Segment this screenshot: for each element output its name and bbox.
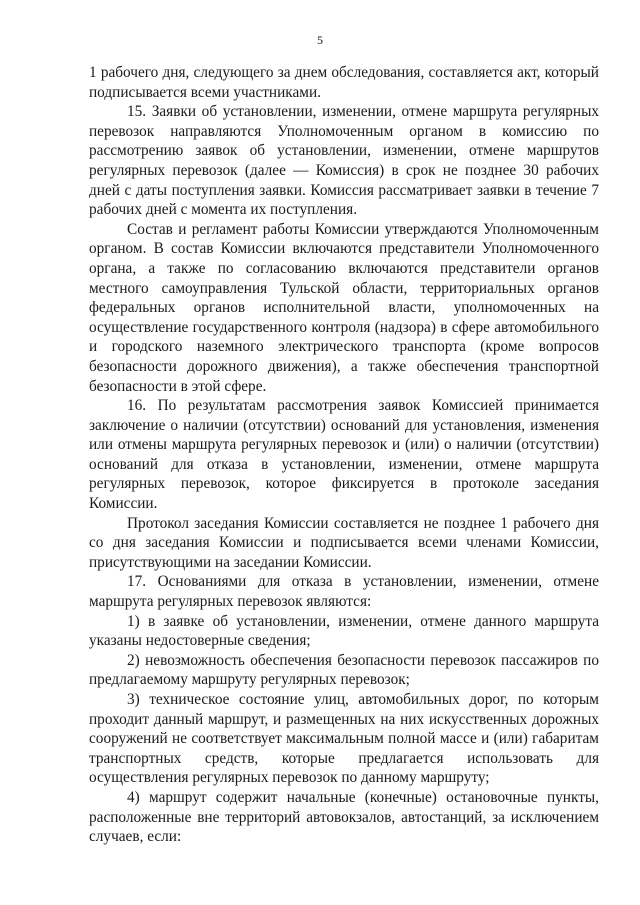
document-body: [89, 63, 599, 847]
list-item-4: 4) маршрут содержит начальные (конечные) остановочные пункты, расположенные вне территорий автовокзалов, автостанций, за исключением случаев, если:: [89, 788, 599, 846]
paragraph-commission-composition: Состав и регламент работы Комиссии утверждаются Уполномоченным органом. В состав Комиссии включаются представители Уполномоченного органа, а также по согласованию включаются представители органов местного самоуправления Тульской области, территориальных органов федеральных органов исполнительной власти, уполномоченных на осуществление государственного контроля (надзора) в сфере автомобильного и городского наземного электрического транспорта (кроме вопросов безопасности дорожного движения), а также обеспечения транспортной безопасности в этой сфере.: [89, 220, 599, 395]
list-item-2: 2) невозможность обеспечения безопасности перевозок пассажиров по предлагаемому маршруту регулярных перевозок;: [89, 651, 599, 689]
paragraph-item-17: 17. Основаниями для отказа в установлении, изменении, отмене маршрута регулярных перевозок являются:: [89, 573, 599, 611]
paragraph-protocol: Протокол заседания Комиссии составляется не позднее 1 рабочего дня со дня заседания Комиссии и подписывается всеми членами Комиссии, присутствующими на заседании Комиссии.: [89, 514, 599, 571]
page-number: 5: [317, 33, 323, 47]
paragraph-item-16: 16. По результатам рассмотрения заявок Комиссией принимается заключение о наличии (отсутствии) оснований для установления, изменения или отмены маршрута регулярных перевозок и (или) о наличии (отсутствии) оснований для отказа в установлении, изменении, отмене маршрута регулярных перевозок, которое фиксируется в протоколе заседания Комиссии.: [89, 397, 599, 513]
paragraph-continuation: 1 рабочего дня, следующего за днем обследования, составляется акт, который подписывается всеми участниками.: [89, 64, 599, 101]
list-item-1: 1) в заявке об установлении, изменении, отмене данного маршрута указаны недостоверные сведения;: [89, 612, 599, 650]
paragraph-item-15: 15. Заявки об установлении, изменении, отмене маршрута регулярных перевозок направляются Уполномоченным органом в комиссию по рассмотрению заявок об установлении, изменении, отмене маршрутов регулярных перевозок (далее — Комиссия) в срок не позднее 30 рабочих дней с даты поступления заявки. Комиссия рассматривает заявки в течение 7 рабочих дней с момента их поступления.: [89, 103, 599, 219]
list-item-3: 3) техническое состояние улиц, автомобильных дорог, по которым проходит данный маршрут, и размещенных на них искусственных дорожных сооружений не соответствует максимальным полной массе и (или) габаритам транспортных средств, которые предлагается использовать для осуществления регулярных перевозок по данному маршруту;: [89, 691, 599, 787]
